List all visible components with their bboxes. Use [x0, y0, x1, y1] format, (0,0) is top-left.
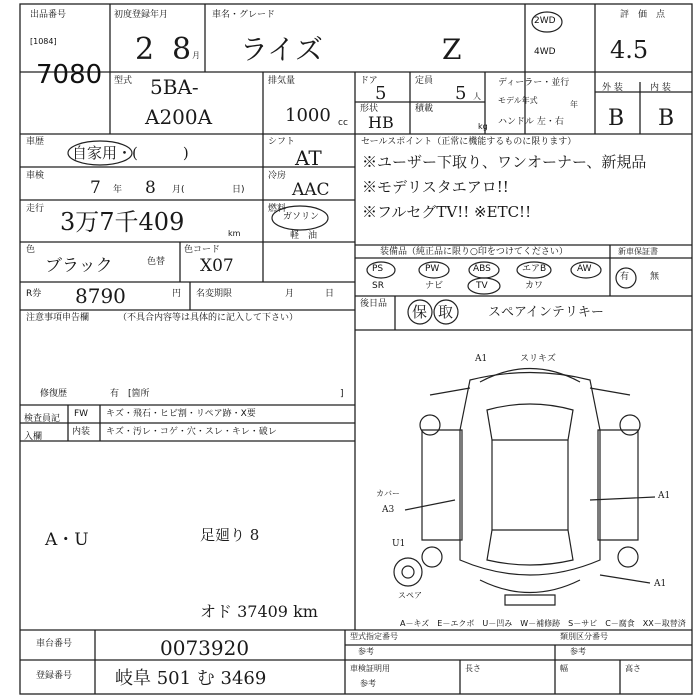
displacement-value: 1000	[285, 105, 331, 126]
car-diagram	[394, 369, 655, 606]
reg-width: 幅	[560, 664, 568, 673]
equip-pw: PW	[425, 264, 440, 274]
recycle-label: R券	[26, 289, 42, 299]
odometer-note: オド 37409 km	[200, 602, 318, 621]
reg-cert-ref: 参考	[360, 679, 376, 688]
reg-length: 長さ	[465, 664, 481, 673]
drive-2wd: 2WD	[534, 16, 556, 26]
equip-tv: TV	[476, 281, 488, 291]
equip-ps: PS	[372, 264, 384, 274]
fuel-label: 燃料	[268, 204, 287, 214]
history-label: 車歴	[26, 137, 45, 147]
drive-4wd: 4WD	[534, 47, 556, 57]
int-label: 内 装	[650, 83, 671, 93]
dealer-model-year: モデル年式	[498, 96, 538, 105]
change-day: 日	[325, 289, 335, 299]
mark-a1-right: A1	[658, 491, 671, 501]
capacity-value: 5	[455, 83, 467, 104]
sales-line-1: ※ユーザー下取り、ワンオーナー、新規品	[362, 153, 647, 171]
reg-height: 高さ	[625, 664, 641, 673]
mark-cover: カバー	[376, 489, 400, 498]
cert-class-label: 類別区分番号	[560, 632, 608, 641]
shaken-year-unit: 年	[113, 185, 123, 195]
mark-a3: A3	[382, 505, 395, 515]
history-value: 自家用・( )	[72, 144, 189, 162]
plate-value: 岐阜 501 む 3469	[115, 668, 267, 689]
fuel-gas: ガソリン	[283, 212, 320, 222]
sales-label: セールスポイント（正常に機能するものに限ります）	[361, 137, 577, 147]
inspection-note-1: A・U	[45, 530, 89, 550]
reg-cert-label: 車検証明用	[350, 664, 390, 673]
first-reg-year: 2	[135, 32, 155, 67]
aircon-value: AAC	[292, 180, 330, 200]
shaken-year: 7	[90, 178, 101, 198]
doors-label: ドア	[360, 76, 378, 86]
color-value: ブラック	[45, 256, 113, 276]
fuel-diesel: 軽 油	[290, 231, 318, 241]
color-code-label: 色コード	[184, 245, 221, 255]
notes-label: 注意事項申告欄	[26, 313, 90, 323]
lot-label: 出品番号	[30, 10, 67, 20]
ext-label: 外 装	[602, 83, 623, 93]
shift-value: AT	[295, 146, 322, 170]
mileage-value: 3万7千409	[60, 208, 185, 236]
sales-line-3: ※フルセグTV!! ※ETC!!	[362, 203, 532, 221]
aftermarket-opt1: 保	[412, 303, 428, 321]
int-grade: B	[658, 106, 675, 131]
repair-value: 有 [箇所	[110, 389, 150, 399]
first-reg-unit: 月	[192, 51, 200, 60]
plate-label: 登録番号	[36, 671, 73, 681]
equip-aw: AW	[577, 264, 592, 274]
repair-label: 修復歴	[40, 389, 68, 399]
equip-airbag: エアB	[522, 264, 547, 274]
shaken-month: 8	[145, 178, 156, 198]
repair-end: ]	[340, 389, 344, 399]
change-month: 月	[285, 289, 295, 299]
inspector-in: キズ・汚レ・コゲ・穴・スレ・キレ・破レ	[106, 427, 277, 437]
aftermarket-opt2: 取	[438, 303, 454, 321]
inspector-in-label: 内装	[72, 427, 91, 437]
inspector-fw-label: FW	[74, 409, 89, 419]
load-unit: kg	[478, 122, 488, 131]
mileage-label: 走行	[26, 204, 45, 214]
model-label: 型式	[114, 76, 133, 86]
displacement-unit: cc	[338, 118, 348, 128]
first-reg-label: 初度登録年月	[114, 10, 169, 20]
ext-grade: B	[608, 106, 625, 131]
mark-a1-rear: A1	[654, 579, 667, 589]
inspection-note-2: 足廻り 8	[200, 526, 260, 544]
shaken-month-unit: 月(	[172, 185, 185, 195]
score-label: 評 価 点	[620, 10, 666, 20]
car-label: 車名・グレード	[212, 10, 276, 20]
color-plating: 色替	[147, 257, 166, 267]
shaken-label: 車検	[26, 171, 45, 181]
lot-badge: [1084]	[30, 37, 57, 46]
inspector-label: 検査員記入欄	[24, 414, 61, 442]
notes-hint: （不具合内容等は具体的に記入して下さい）	[118, 313, 299, 323]
recycle-unit: 円	[172, 289, 182, 299]
car-grade: Z	[442, 33, 462, 66]
equip-navi: ナビ	[425, 281, 444, 291]
spare-label: スペア	[398, 591, 422, 600]
equip-leather: カワ	[525, 281, 544, 291]
capacity-unit: 人	[473, 92, 481, 101]
mileage-unit: km	[228, 229, 241, 238]
shape-value: HB	[368, 113, 394, 132]
color-label: 色	[26, 245, 36, 255]
warranty-no: 無	[650, 272, 660, 282]
cert-label: 型式指定番号	[350, 632, 398, 641]
aftermarket-label: 後日品	[360, 299, 388, 309]
score-value: 4.5	[610, 36, 649, 64]
shaken-day-unit: 日)	[232, 185, 245, 195]
first-reg-month: 8	[172, 32, 192, 67]
mark-a1-top: A1	[475, 354, 488, 364]
dealer-label: ディーラー・並行	[498, 78, 570, 88]
dealer-handle: ハンドル 左・右	[498, 117, 564, 127]
warranty-yes: 有	[620, 272, 630, 282]
color-code: X07	[200, 256, 234, 276]
warranty-label: 新車保証書	[618, 247, 658, 256]
car-name: ライズ	[240, 33, 323, 66]
doors-value: 5	[375, 83, 387, 104]
chassis-label: 車台番号	[36, 639, 73, 649]
damage-legend: A－キズ E－エクボ U－凹み W－補修跡 S－サビ C－腐食 XX－取替済	[400, 619, 686, 628]
cert-ref2: 参考	[570, 647, 586, 656]
shape-label: 形状	[360, 104, 379, 114]
load-label: 積載	[415, 104, 434, 114]
shift-label: シフト	[268, 137, 296, 147]
capacity-label: 定員	[415, 76, 434, 86]
change-label: 名変期限	[196, 289, 233, 299]
dealer-year-unit: 年	[570, 100, 578, 109]
aftermarket-note: スペアインテリキー	[488, 305, 604, 320]
sales-line-2: ※モデリスタエアロ!!	[362, 178, 509, 196]
equip-label: 装備品（純正品に限り○印をつけてください）	[380, 247, 568, 257]
chassis-value: 0073920	[160, 636, 250, 660]
model-prefix: 5BA-	[150, 75, 199, 99]
inspector-fw: キズ・飛石・ヒビ割・リペア跡・X要	[106, 409, 256, 419]
displacement-label: 排気量	[268, 76, 296, 86]
lot-number: 7080	[36, 60, 103, 90]
mark-scratch: スリキズ	[520, 354, 556, 364]
aircon-label: 冷房	[268, 171, 287, 181]
equip-abs: ABS	[473, 264, 491, 274]
mark-u1: U1	[392, 539, 406, 549]
cert-ref: 参考	[358, 647, 374, 656]
model-code: A200A	[145, 105, 213, 129]
equip-sr: SR	[372, 281, 384, 291]
recycle-value: 8790	[75, 284, 126, 308]
